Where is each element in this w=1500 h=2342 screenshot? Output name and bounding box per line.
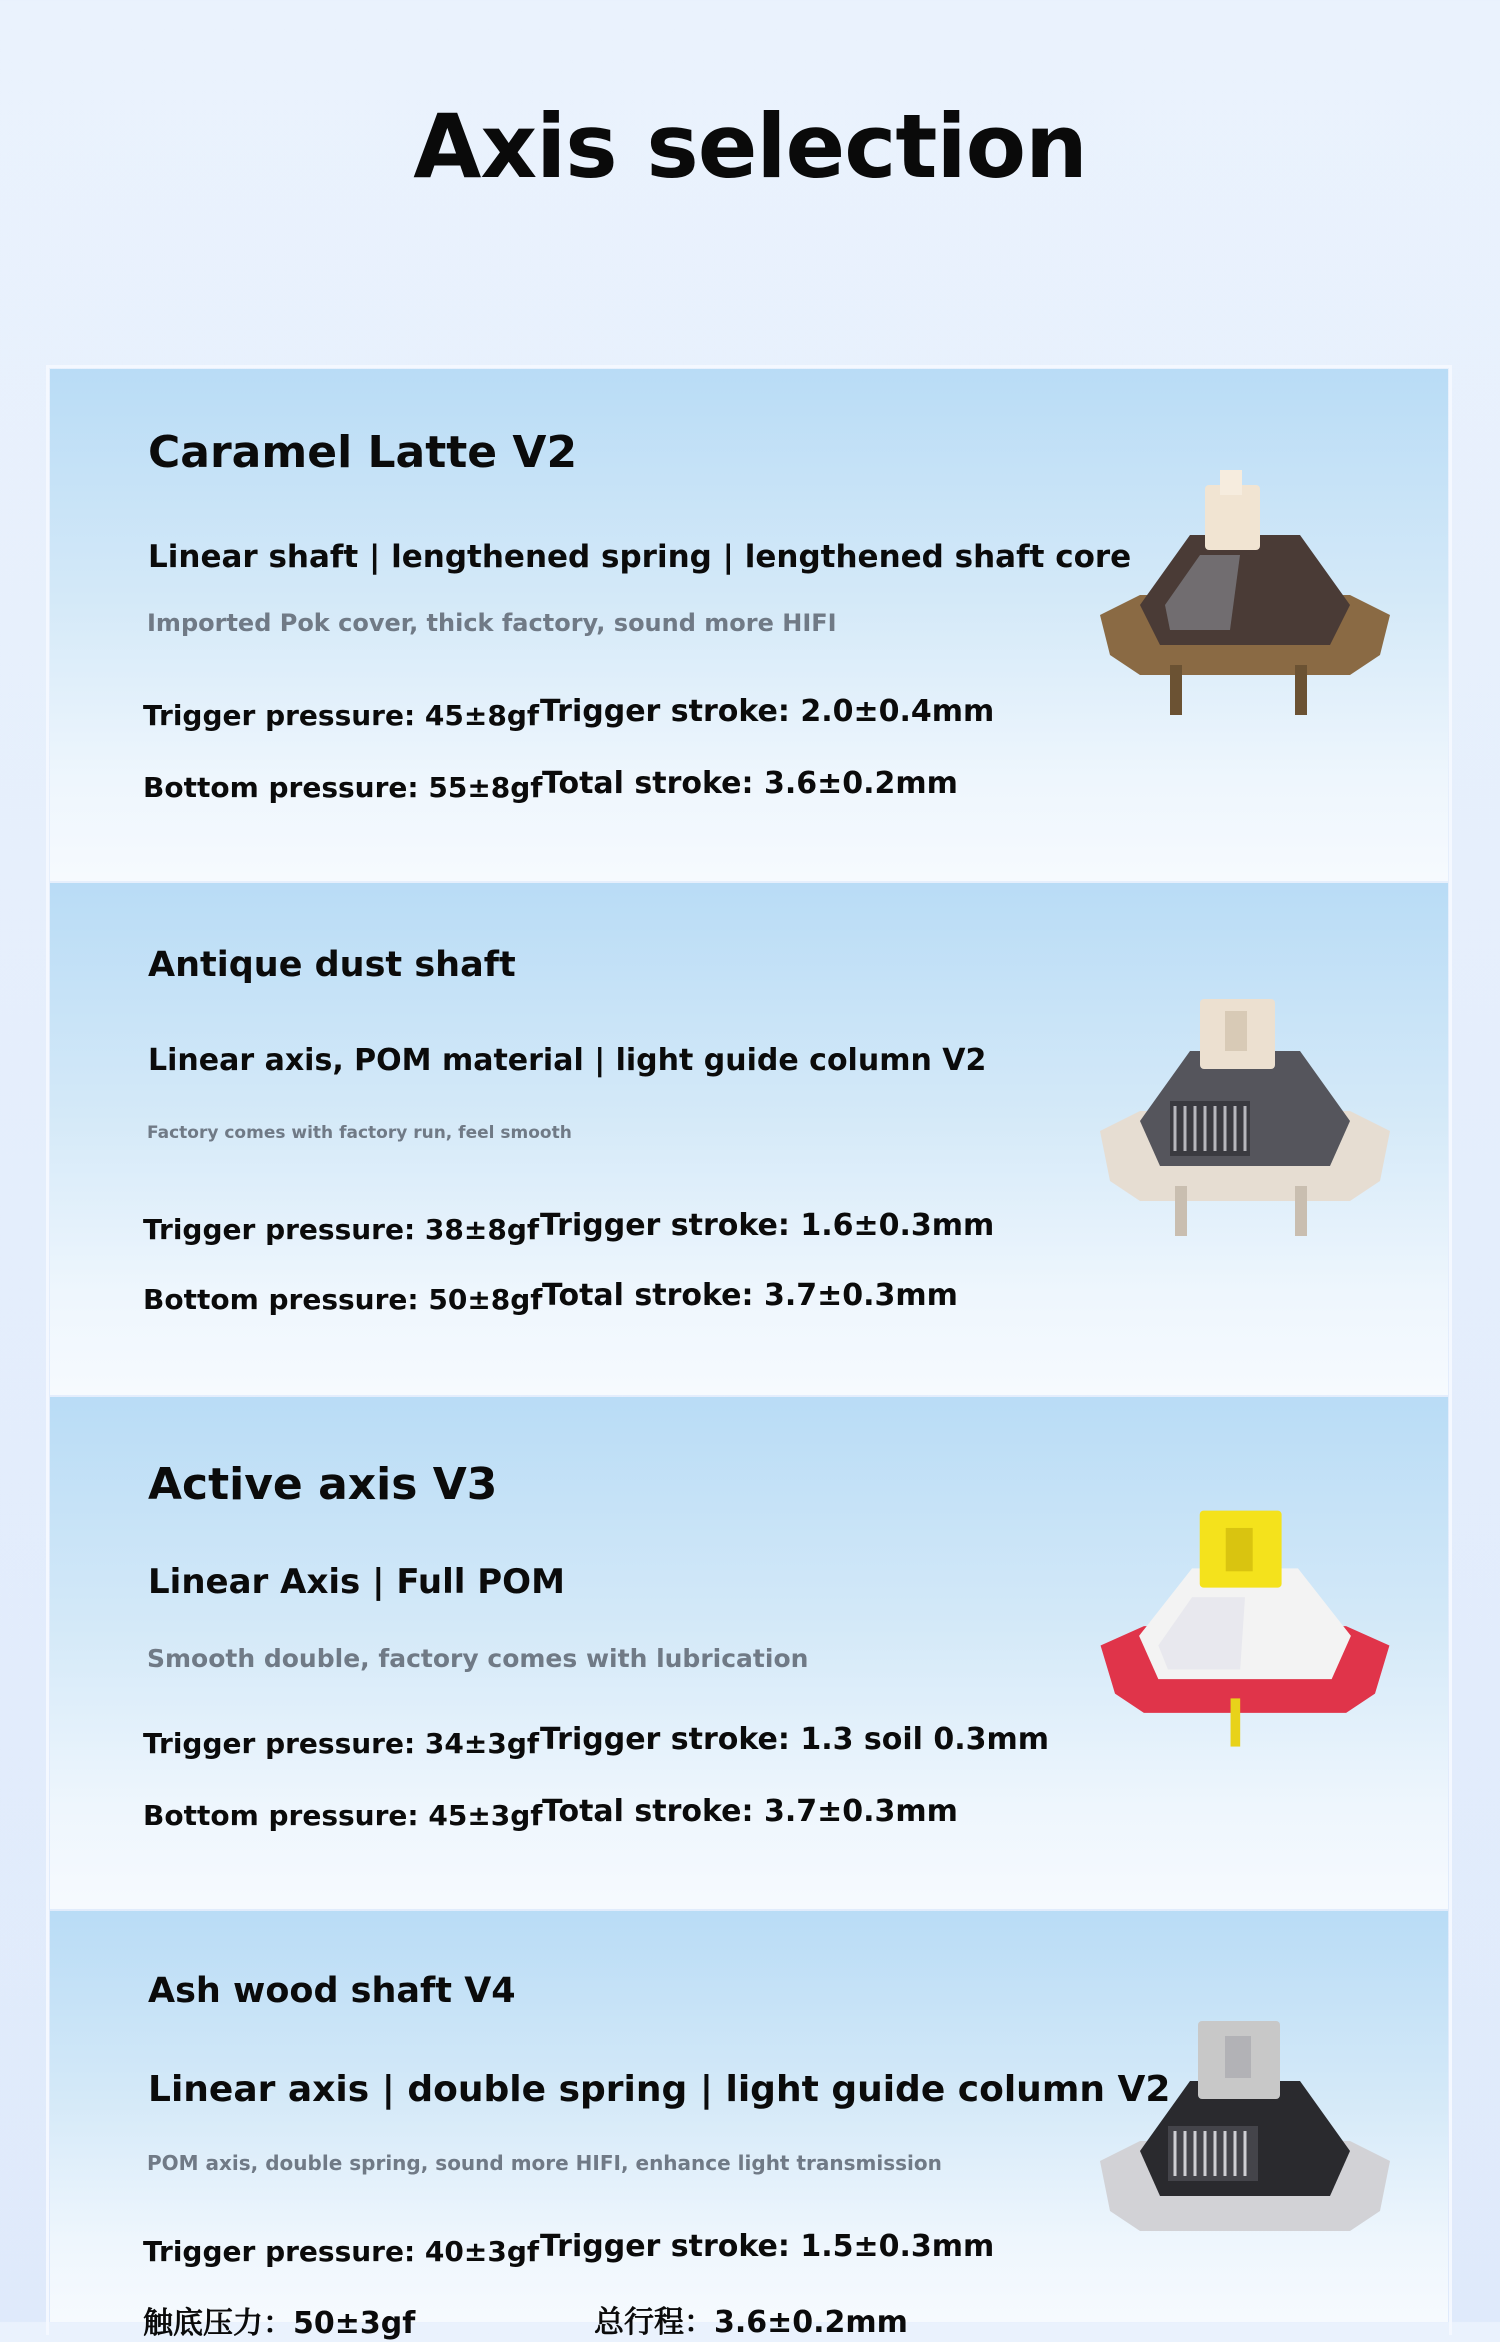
trigger-stroke: Trigger stroke: 1.6±0.3mm	[540, 1208, 995, 1243]
total-stroke: 总行程：3.6±0.2mm	[594, 2305, 908, 2340]
switch-image	[1080, 991, 1410, 1251]
switch-name: Active axis V3	[148, 1459, 498, 1510]
switch-image	[1080, 465, 1410, 725]
switch-features: Linear axis, POM material | light guide column V2	[148, 1043, 987, 1078]
switch-name: Caramel Latte V2	[148, 427, 578, 478]
bottom-pressure: 触底压力：50±3gf	[143, 2306, 416, 2341]
switch-card-caramel-latte[interactable]	[50, 369, 1448, 881]
switch-card-antique-dust[interactable]	[50, 883, 1448, 1395]
total-stroke: Total stroke: 3.7±0.3mm	[542, 1278, 958, 1313]
switch-name: Ash wood shaft V4	[148, 1971, 516, 2011]
switch-name: Antique dust shaft	[148, 945, 516, 985]
trigger-stroke: Trigger stroke: 2.0±0.4mm	[540, 694, 995, 729]
total-stroke: Total stroke: 3.6±0.2mm	[542, 766, 958, 801]
bottom-pressure: Bottom pressure: 55±8gf	[143, 771, 543, 804]
switch-card-active-axis[interactable]	[50, 1397, 1448, 1909]
switch-card-ash-wood[interactable]	[50, 1911, 1448, 2341]
trigger-pressure: Trigger pressure: 45±8gf	[143, 699, 540, 732]
bottom-pressure: Bottom pressure: 50±8gf	[143, 1283, 543, 1316]
switch-features: Linear shaft | lengthened spring | lengthened shaft core	[148, 539, 1132, 575]
page-title: Axis selection	[413, 95, 1087, 198]
trigger-stroke: Trigger stroke: 1.5±0.3mm	[540, 2229, 995, 2264]
switch-description: Imported Pok cover, thick factory, sound more HIFI	[147, 609, 837, 637]
switch-image	[1080, 2011, 1410, 2322]
switch-description: Factory comes with factory run, feel smooth	[147, 1123, 572, 1143]
bottom-pressure: Bottom pressure: 45±3gf	[143, 1799, 543, 1832]
trigger-pressure: Trigger pressure: 34±3gf	[143, 1727, 540, 1760]
switch-description: Smooth double, factory comes with lubrication	[147, 1644, 809, 1673]
trigger-pressure: Trigger pressure: 40±3gf	[143, 2235, 540, 2268]
switch-features: Linear axis | double spring | light guide column V2	[148, 2069, 1171, 2110]
total-stroke: Total stroke: 3.7±0.3mm	[542, 1794, 958, 1829]
switch-image	[1080, 1501, 1410, 1761]
switch-features: Linear Axis | Full POM	[148, 1562, 565, 1602]
switch-description: POM axis, double spring, sound more HIFI, enhance light transmission	[147, 2151, 942, 2175]
trigger-pressure: Trigger pressure: 38±8gf	[143, 1213, 540, 1246]
trigger-stroke: Trigger stroke: 1.3 soil 0.3mm	[540, 1722, 1050, 1757]
